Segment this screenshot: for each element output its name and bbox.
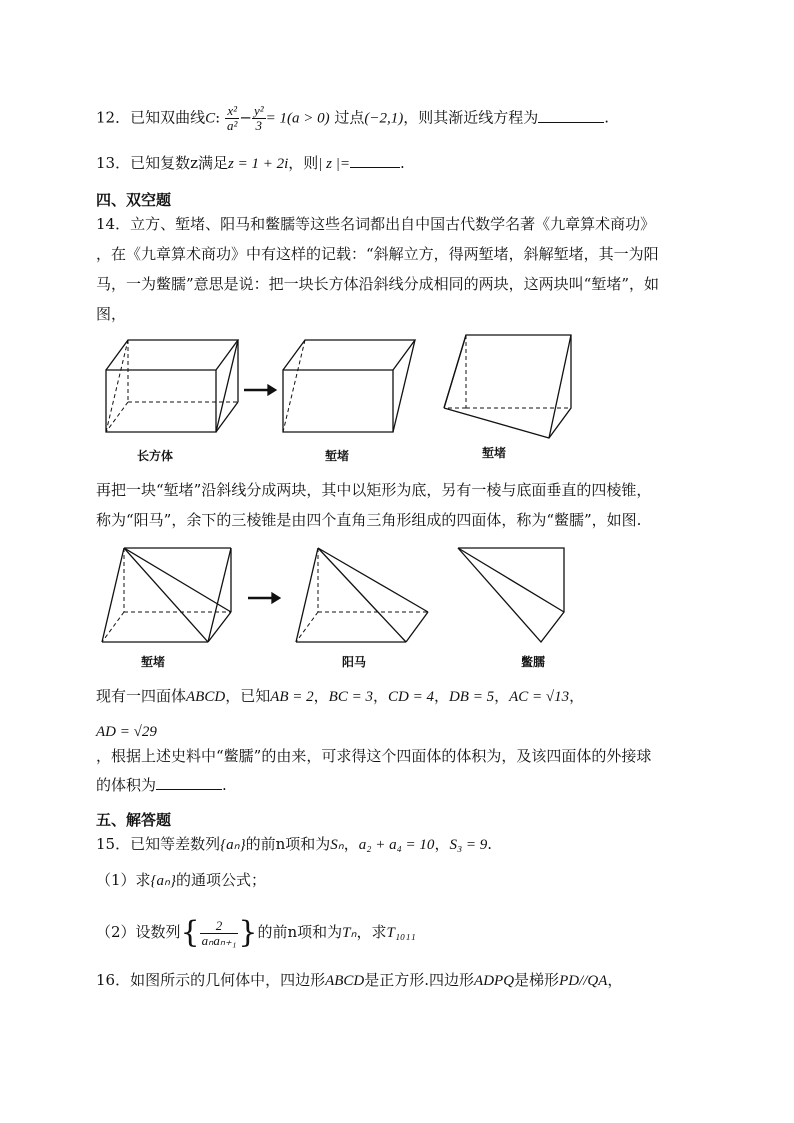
caption-qiandu-3: 堑堵 [141, 655, 166, 669]
q14-line-4: 图， [96, 305, 127, 323]
caption-cuboid: 长方体 [137, 449, 174, 463]
answer-blank [538, 108, 604, 123]
q14-line-7: 现有一四面体ABCD，已知AB = 2，BC = 3，CD = 4，DB = 5，AC = √13， [96, 687, 585, 705]
q13-intro: 13．已知复数z满足 [96, 154, 228, 172]
question-12: 12．已知双曲线C: $\frac{\text{x²}}{\text{a²}}$ − $\frac{\text{y²}}{3}$ = 1(a > 0) 过点(−2,1)，则其渐近线方程为 . [96, 103, 610, 133]
q14-line-10: 的体积为 . [96, 776, 227, 794]
q12-tail: ，则其渐近线方程为 [403, 108, 539, 127]
question-13: 13．已知复数z满足z = 1 + 2i，则| z |= . [96, 154, 405, 172]
caption-qiandu-2: 堑堵 [482, 446, 507, 460]
q14-line-8: AD = √29 [96, 724, 157, 740]
figure-qiandu-to-yangma-bienao [96, 540, 586, 650]
cuboid-top [106, 340, 238, 370]
q15-fraction: $\frac{2}{\text{aₙaₙ₊₁}}$ [201, 917, 237, 948]
q14-line-2: ，在《九章算术商功》中有这样的记载：“斜解立方，得两堑堵，斜解堑堵，其一为阳 [96, 245, 659, 263]
q12-rhs: = 1(a > 0) [265, 110, 330, 127]
cuboid-front [106, 370, 216, 432]
caption-bienao: 鳖臑 [521, 655, 546, 669]
section-heading-4: 四、双空题 [96, 191, 172, 209]
q14-line-6: 称为“阳马”，余下的三棱锥是由四个直角三角形组成的四面体，称为“鳖臑”，如图. [96, 511, 642, 529]
caption-qiandu-1: 堑堵 [325, 449, 350, 463]
q13-abs: | z |= [318, 156, 350, 172]
question-16: 16．如图所示的几何体中，四边形ABCD是正方形.四边形ADPQ是梯形PD//QA， [96, 971, 623, 989]
figure-cuboid-to-qiandu [96, 330, 586, 440]
q14-line-5: 再把一块“堑堵”沿斜线分成两块，其中以矩形为底，另有一棱与底面垂直的四棱锥， [96, 481, 652, 499]
q13-equation: z = 1 + 2i [228, 156, 289, 172]
caption-yangma: 阳马 [342, 655, 367, 669]
section-heading-5: 五、解答题 [96, 811, 172, 829]
q12-intro: 12．已知双曲线 [96, 108, 206, 127]
q12-fraction-x: $\frac{\text{x²}}{\text{a²}}$ [226, 103, 238, 133]
q14-line-1: 14．立方、堑堵、阳马和鳖臑等这些名词都出自中国古代数学名著《九章算术商功》 [96, 215, 656, 233]
q14-line-9: ，根据上述史料中“鳖臑”的由来，可求得这个四面体的体积为，及该四面体的外接球 [96, 747, 652, 765]
q12-point: (−2,1) [364, 110, 404, 127]
q15-part-1: （1）求{aₙ}的通项公式； [96, 871, 267, 889]
q12-fraction-y: $\frac{\text{y²}}{3}$ [253, 103, 264, 133]
q12-curve-label: C [205, 110, 216, 127]
q12-mid: 过点 [334, 108, 365, 127]
question-15: 15．已知等差数列{aₙ}的前n项和为Sₙ，a₂ + a₄ = 10，S₃ = 9. [96, 835, 493, 853]
q14-line-3: 马，一为鳖臑”意思是说：把一块长方体沿斜线分成相同的两块，这两块叫“堑堵”，如 [96, 275, 660, 293]
q15-part-2: （2）设数列 { $\frac{2}{\text{aₙaₙ₊₁}}$ } 的前n项和为Tₙ，求T₁₀₁₁ [96, 915, 416, 950]
answer-blank [156, 775, 222, 790]
answer-blank [350, 153, 400, 168]
